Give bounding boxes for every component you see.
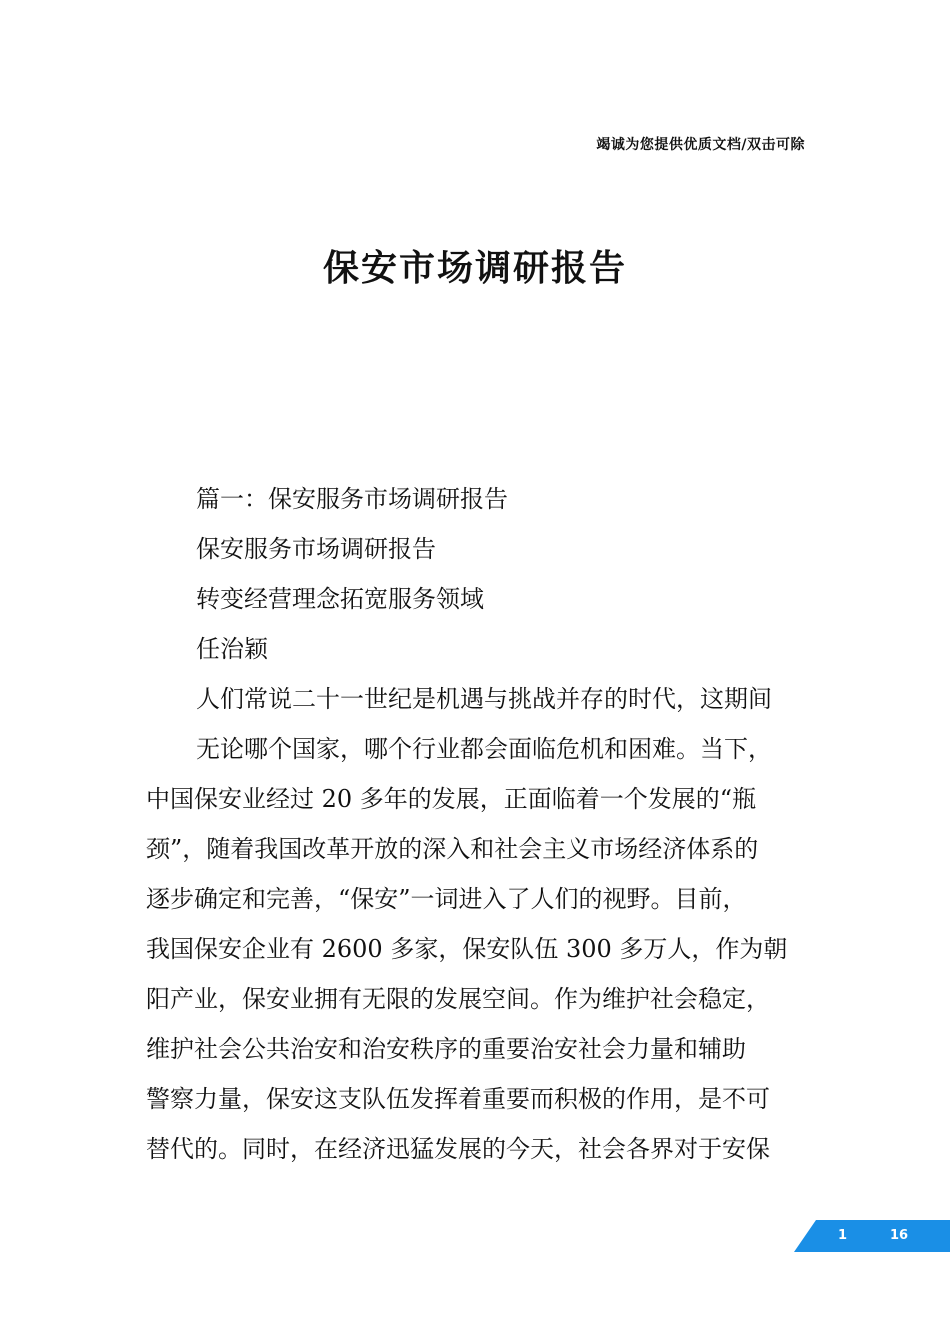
document-title: 保安市场调研报告 — [322, 248, 627, 289]
subheading: 转变经营理念拓宽服务领域 — [196, 585, 484, 613]
paragraph-line: 中国保安业经过 20 多年的发展，正面临着一个发展的“瓶 — [146, 785, 757, 813]
subtitle: 保安服务市场调研报告 — [196, 535, 436, 563]
document-body — [146, 474, 811, 1174]
paragraph-line: 维护社会公共治安和治安秩序的重要治安社会力量和辅助 — [146, 1035, 746, 1063]
section-heading: 篇一：保安服务市场调研报告 — [196, 485, 508, 513]
paragraph-line: 颈”，随着我国改革开放的深入和社会主义市场经济体系的 — [146, 835, 759, 863]
paragraph-line: 逐步确定和完善，“保安”一词进入了人们的视野。目前， — [146, 885, 747, 913]
header-note: 竭诚为您提供优质文档/双击可除 — [596, 137, 805, 153]
page-number-current: 1 — [838, 1228, 848, 1243]
paragraph-line: 警察力量，保安这支队伍发挥着重要而积极的作用，是不可 — [146, 1085, 770, 1113]
page-number-total: 16 — [890, 1228, 909, 1243]
paragraph-line: 无论哪个国家，哪个行业都会面临危机和困难。当下， — [196, 735, 772, 763]
paragraph-line: 替代的。同时，在经济迅猛发展的今天，社会各界对于安保 — [146, 1135, 770, 1163]
paragraph-line: 人们常说二十一世纪是机遇与挑战并存的时代，这期间 — [196, 685, 772, 713]
page-footer — [794, 1220, 950, 1252]
paragraph-line: 我国保安企业有 2600 多家，保安队伍 300 多万人，作为朝 — [146, 935, 788, 963]
paragraph-line: 阳产业，保安业拥有无限的发展空间。作为维护社会稳定， — [146, 985, 770, 1013]
page-number-banner — [794, 1220, 950, 1252]
author-name: 任治颖 — [196, 635, 268, 663]
